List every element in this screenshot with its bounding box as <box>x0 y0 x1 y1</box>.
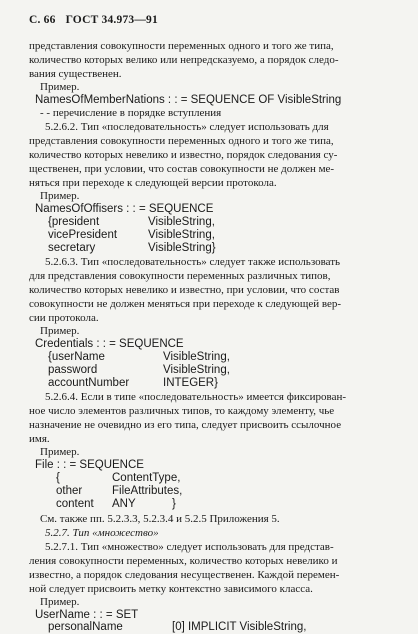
section-5-2-6-4: 5.2.6.4. Если в типе «последовательность» имеется фиксирован- <box>45 391 347 403</box>
code-field: password <box>48 364 98 376</box>
code-field: personalName <box>48 621 123 633</box>
code-type: ContentType, <box>112 472 181 484</box>
text-line: сии протокола. <box>29 312 99 324</box>
text-line: количество которых велико или непредсказуемо, а порядок следо- <box>29 54 339 66</box>
page-number: С. 66 <box>29 14 56 26</box>
code-type: VisibleString, <box>148 216 215 228</box>
example-label: Пример. <box>40 81 80 93</box>
code-type: VisibleString} <box>148 242 216 254</box>
page-header <box>29 14 158 26</box>
code-type: INTEGER} <box>163 377 218 389</box>
code-line: NamesOfOffisers : : = SEQUENCE <box>35 203 214 215</box>
code-field: {president <box>48 216 100 228</box>
section-5-2-7-heading: 5.2.7. Тип «множество» <box>45 527 159 539</box>
code-brace: { <box>56 472 60 484</box>
see-also-line: См. также пп. 5.2.3.3, 5.2.3.4 и 5.2.5 Приложения 5. <box>40 513 280 525</box>
standard-code: ГОСТ 34.973—91 <box>65 14 158 26</box>
code-type: FileAttributes, <box>112 485 183 497</box>
code-type: VisibleString, <box>163 364 230 376</box>
text-line: няться при переходе к следующей версии протокола. <box>29 177 277 189</box>
example-label: Пример. <box>40 190 80 202</box>
code-type: [0] IMPLICIT VisibleString, <box>172 621 307 633</box>
text-line: назначение не очевидно из его типа, следует присвоить ссылочное <box>29 419 342 431</box>
text-line: представления совокупности переменных одного и того же типа, <box>29 135 334 147</box>
text-line: количество которых невелико и известно, порядок следования су- <box>29 149 338 161</box>
code-line: UserName : : = SET <box>35 609 139 621</box>
code-comment: - - перечисление в порядке вступления <box>40 107 222 119</box>
section-5-2-6-3: 5.2.6.3. Тип «последовательность» следует также использовать <box>45 256 341 268</box>
section-5-2-7-1: 5.2.7.1. Тип «множество» следует использовать для представ- <box>45 541 334 553</box>
code-field: vicePresident <box>48 229 118 241</box>
text-line: для представления совокупности переменных различных типов, <box>29 270 331 282</box>
code-type: VisibleString, <box>163 351 230 363</box>
code-brace: } <box>172 498 176 510</box>
code-line: File : : = SEQUENCE <box>35 459 144 471</box>
text-line: известно, а порядок следования несущественен. Каждой перемен- <box>29 569 340 581</box>
example-label: Пример. <box>40 446 80 458</box>
code-line: NamesOfMemberNations : : = SEQUENCE OF VisibleString <box>35 94 342 106</box>
section-5-2-6-2: 5.2.6.2. Тип «последовательность» следует использовать для <box>45 121 329 133</box>
text-line: представления совокупности переменных одного и того же типа, <box>29 40 334 52</box>
code-field: {userName <box>48 351 105 363</box>
text-line: ное число элементов различных типов, то каждому элементу, чье <box>29 405 335 417</box>
example-label: Пример. <box>40 325 80 337</box>
code-field: content <box>56 498 94 510</box>
text-line: ления совокупности переменных, количество которых невелико и <box>29 555 338 567</box>
text-line: ной следует присвоить метку контекстно зависимого класса. <box>29 583 313 595</box>
code-field: other <box>56 485 83 497</box>
code-line: Credentials : : = SEQUENCE <box>35 338 184 350</box>
text-line: имя. <box>29 433 50 445</box>
code-field: secretary <box>48 242 96 254</box>
text-line: количество которых невелико и известно, при условии, что состав <box>29 284 340 296</box>
text-line: совокупности не должен меняться при переходе к следующей вер- <box>29 298 342 310</box>
code-type: ANY <box>112 498 136 510</box>
text-line: щественен, при условии, что состав совокупности не должен ме- <box>29 163 335 175</box>
text-line: вания существенен. <box>29 68 122 80</box>
code-type: VisibleString, <box>148 229 215 241</box>
code-field: accountNumber <box>48 377 130 389</box>
example-label: Пример. <box>40 596 80 608</box>
